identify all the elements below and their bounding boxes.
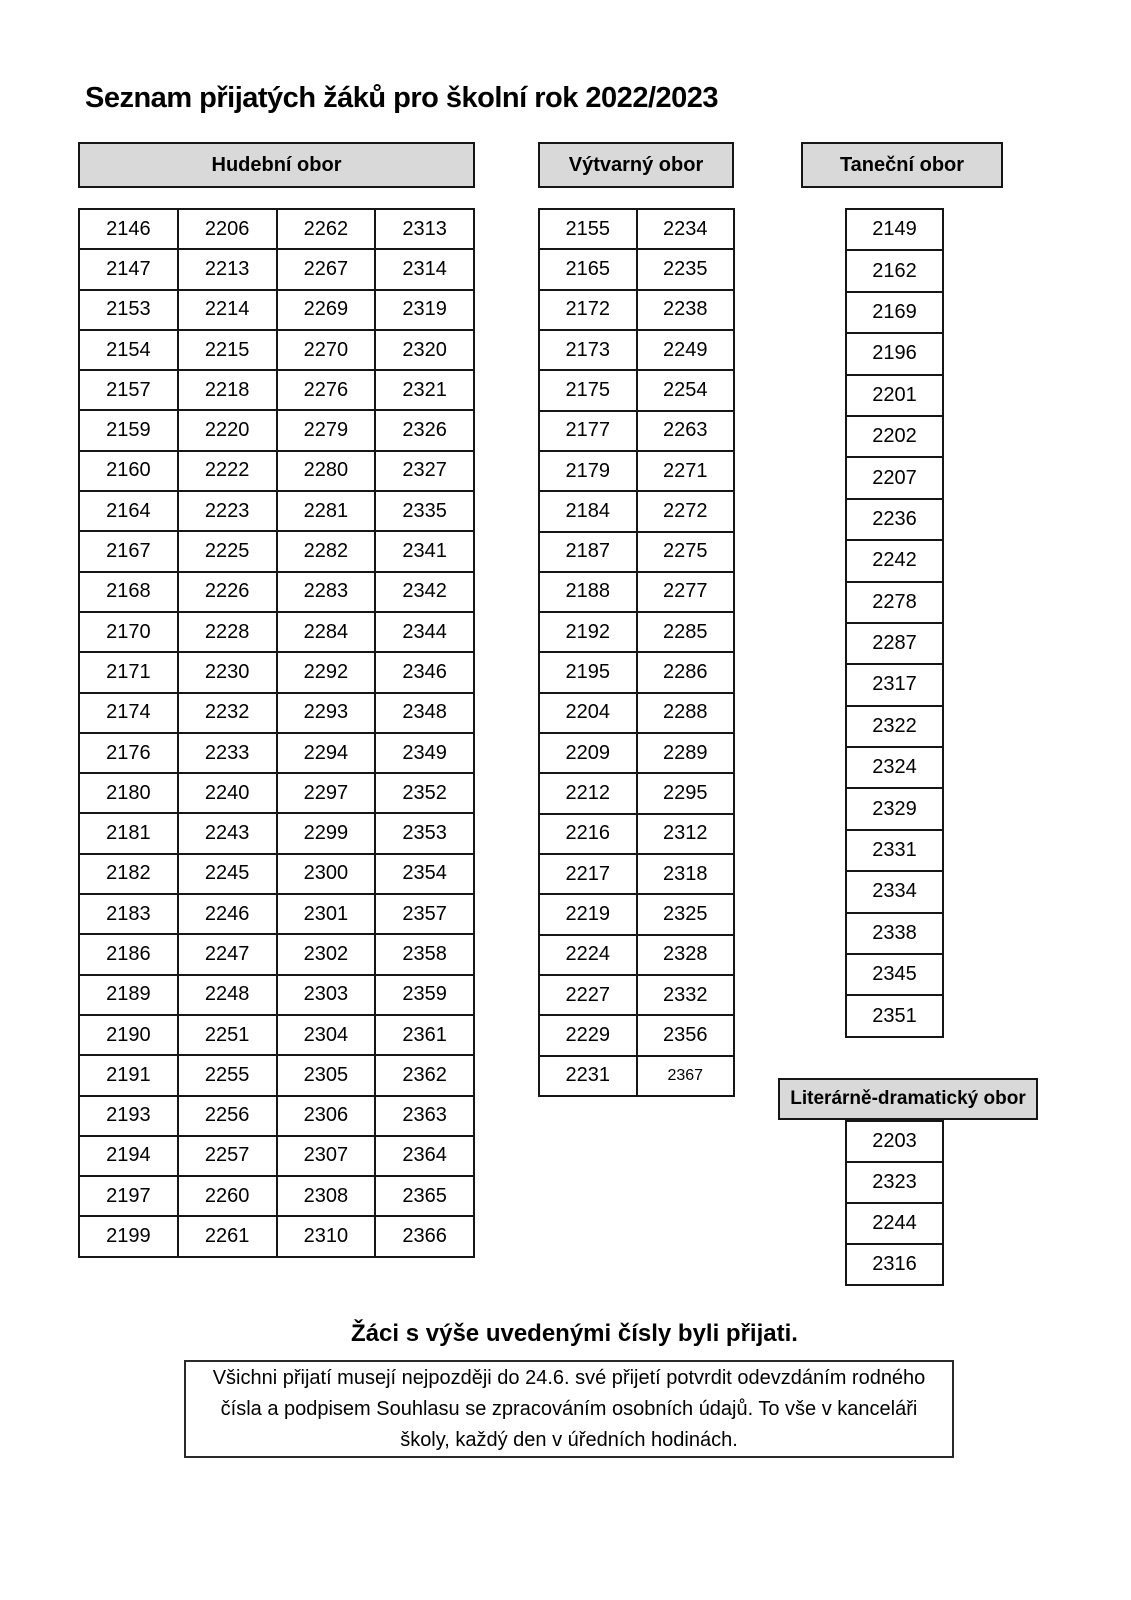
student-number-cell: 2263 bbox=[637, 411, 735, 451]
table-row bbox=[79, 693, 474, 733]
student-number-cell: 2279 bbox=[277, 410, 376, 450]
student-number-cell: 2187 bbox=[539, 532, 637, 572]
student-number-cell: 2183 bbox=[79, 894, 178, 934]
student-number-cell: 2289 bbox=[637, 733, 735, 773]
table-row bbox=[846, 1203, 943, 1244]
student-number-cell: 2363 bbox=[375, 1096, 474, 1136]
student-number-cell: 2186 bbox=[79, 934, 178, 974]
student-number-cell: 2222 bbox=[178, 451, 277, 491]
student-number-cell: 2288 bbox=[637, 693, 735, 733]
table-vytvarny-obor bbox=[538, 208, 735, 1097]
student-number-cell: 2218 bbox=[178, 370, 277, 410]
student-number-cell: 2149 bbox=[846, 209, 943, 250]
student-number-cell: 2361 bbox=[375, 1015, 474, 1055]
table-row bbox=[846, 954, 943, 995]
student-number-cell: 2159 bbox=[79, 410, 178, 450]
student-number-cell: 2302 bbox=[277, 934, 376, 974]
table-literarne-dramaticky-obor bbox=[845, 1120, 944, 1286]
student-number-cell: 2244 bbox=[846, 1203, 943, 1244]
student-number-cell: 2345 bbox=[846, 954, 943, 995]
table-row bbox=[79, 1216, 474, 1257]
table-row bbox=[846, 747, 943, 788]
student-number-cell: 2146 bbox=[79, 209, 178, 249]
table-row bbox=[539, 1015, 734, 1055]
table-row bbox=[539, 532, 734, 572]
student-number-cell: 2367 bbox=[637, 1056, 735, 1096]
table-row bbox=[539, 894, 734, 934]
student-number-cell: 2199 bbox=[79, 1216, 178, 1257]
table-row bbox=[539, 451, 734, 491]
table-row bbox=[79, 975, 474, 1015]
student-number-cell: 2194 bbox=[79, 1136, 178, 1176]
section-header-literarne-dramaticky-obor: Literárně-dramatický obor bbox=[778, 1078, 1038, 1120]
table-row bbox=[79, 773, 474, 813]
student-number-cell: 2179 bbox=[539, 451, 637, 491]
table-row bbox=[79, 1136, 474, 1176]
student-number-cell: 2316 bbox=[846, 1244, 943, 1285]
student-number-cell: 2331 bbox=[846, 830, 943, 871]
student-number-cell: 2299 bbox=[277, 813, 376, 853]
student-number-cell: 2329 bbox=[846, 788, 943, 829]
student-number-cell: 2314 bbox=[375, 249, 474, 289]
student-number-cell: 2180 bbox=[79, 773, 178, 813]
student-number-cell: 2147 bbox=[79, 249, 178, 289]
table-row bbox=[846, 209, 943, 250]
student-number-cell: 2193 bbox=[79, 1096, 178, 1136]
student-number-cell: 2354 bbox=[375, 854, 474, 894]
table-row bbox=[539, 1056, 734, 1096]
table-row bbox=[539, 209, 734, 249]
student-number-cell: 2304 bbox=[277, 1015, 376, 1055]
table-row bbox=[539, 975, 734, 1015]
student-number-cell: 2297 bbox=[277, 773, 376, 813]
student-number-cell: 2231 bbox=[539, 1056, 637, 1096]
student-number-cell: 2313 bbox=[375, 209, 474, 249]
student-number-cell: 2230 bbox=[178, 652, 277, 692]
student-number-cell: 2366 bbox=[375, 1216, 474, 1257]
student-number-cell: 2251 bbox=[178, 1015, 277, 1055]
student-number-cell: 2206 bbox=[178, 209, 277, 249]
student-number-cell: 2215 bbox=[178, 330, 277, 370]
student-number-cell: 2260 bbox=[178, 1176, 277, 1216]
student-number-cell: 2182 bbox=[79, 854, 178, 894]
table-row bbox=[539, 814, 734, 854]
student-number-cell: 2326 bbox=[375, 410, 474, 450]
student-number-cell: 2234 bbox=[637, 209, 735, 249]
student-number-cell: 2188 bbox=[539, 572, 637, 612]
student-number-cell: 2359 bbox=[375, 975, 474, 1015]
table-row bbox=[846, 788, 943, 829]
accepted-note: Žáci s výše uvedenými čísly byli přijati. bbox=[351, 1320, 798, 1347]
student-number-cell: 2357 bbox=[375, 894, 474, 934]
student-number-cell: 2262 bbox=[277, 209, 376, 249]
student-number-cell: 2226 bbox=[178, 572, 277, 612]
student-number-cell: 2365 bbox=[375, 1176, 474, 1216]
student-number-cell: 2282 bbox=[277, 531, 376, 571]
section-header-tanecni-obor: Taneční obor bbox=[801, 142, 1003, 188]
student-number-cell: 2177 bbox=[539, 411, 637, 451]
student-number-cell: 2349 bbox=[375, 733, 474, 773]
table-row bbox=[79, 290, 474, 330]
student-number-cell: 2294 bbox=[277, 733, 376, 773]
table-row bbox=[846, 706, 943, 747]
student-number-cell: 2235 bbox=[637, 249, 735, 289]
student-number-cell: 2220 bbox=[178, 410, 277, 450]
table-row bbox=[539, 935, 734, 975]
table-row bbox=[79, 531, 474, 571]
student-number-cell: 2254 bbox=[637, 370, 735, 410]
student-number-cell: 2306 bbox=[277, 1096, 376, 1136]
table-row bbox=[79, 813, 474, 853]
student-number-cell: 2307 bbox=[277, 1136, 376, 1176]
student-number-cell: 2229 bbox=[539, 1015, 637, 1055]
student-number-cell: 2256 bbox=[178, 1096, 277, 1136]
student-number-cell: 2219 bbox=[539, 894, 637, 934]
student-number-cell: 2170 bbox=[79, 612, 178, 652]
table-row bbox=[539, 370, 734, 410]
student-number-cell: 2310 bbox=[277, 1216, 376, 1257]
table-row bbox=[79, 894, 474, 934]
student-number-cell: 2364 bbox=[375, 1136, 474, 1176]
student-number-cell: 2324 bbox=[846, 747, 943, 788]
table-row bbox=[79, 572, 474, 612]
table-row bbox=[79, 410, 474, 450]
student-number-cell: 2214 bbox=[178, 290, 277, 330]
student-number-cell: 2201 bbox=[846, 375, 943, 416]
student-number-cell: 2327 bbox=[375, 451, 474, 491]
student-number-cell: 2284 bbox=[277, 612, 376, 652]
student-number-cell: 2292 bbox=[277, 652, 376, 692]
student-number-cell: 2351 bbox=[846, 995, 943, 1037]
student-number-cell: 2344 bbox=[375, 612, 474, 652]
student-number-cell: 2341 bbox=[375, 531, 474, 571]
table-row bbox=[539, 249, 734, 289]
student-number-cell: 2203 bbox=[846, 1121, 943, 1162]
table-row bbox=[846, 995, 943, 1037]
student-number-cell: 2181 bbox=[79, 813, 178, 853]
student-number-cell: 2338 bbox=[846, 913, 943, 954]
student-number-cell: 2346 bbox=[375, 652, 474, 692]
student-number-cell: 2286 bbox=[637, 652, 735, 692]
student-number-cell: 2335 bbox=[375, 491, 474, 531]
student-number-cell: 2164 bbox=[79, 491, 178, 531]
student-number-cell: 2246 bbox=[178, 894, 277, 934]
section-header-vytvarny-obor: Výtvarný obor bbox=[538, 142, 734, 188]
student-number-cell: 2223 bbox=[178, 491, 277, 531]
student-number-cell: 2209 bbox=[539, 733, 637, 773]
table-row bbox=[79, 1096, 474, 1136]
student-number-cell: 2257 bbox=[178, 1136, 277, 1176]
table-row bbox=[79, 1015, 474, 1055]
table-hudebni-obor bbox=[78, 208, 475, 1258]
student-number-cell: 2334 bbox=[846, 871, 943, 912]
student-number-cell: 2240 bbox=[178, 773, 277, 813]
student-number-cell: 2271 bbox=[637, 451, 735, 491]
table-row bbox=[79, 1055, 474, 1095]
student-number-cell: 2189 bbox=[79, 975, 178, 1015]
student-number-cell: 2320 bbox=[375, 330, 474, 370]
page-title: Seznam přijatých žáků pro školní rok 2022/2023 bbox=[85, 82, 719, 114]
student-number-cell: 2269 bbox=[277, 290, 376, 330]
student-number-cell: 2283 bbox=[277, 572, 376, 612]
student-number-cell: 2277 bbox=[637, 572, 735, 612]
student-number-cell: 2243 bbox=[178, 813, 277, 853]
student-number-cell: 2281 bbox=[277, 491, 376, 531]
table-row bbox=[846, 913, 943, 954]
table-row bbox=[79, 652, 474, 692]
student-number-cell: 2213 bbox=[178, 249, 277, 289]
table-row bbox=[846, 540, 943, 581]
student-number-cell: 2165 bbox=[539, 249, 637, 289]
student-number-cell: 2317 bbox=[846, 664, 943, 705]
student-number-cell: 2287 bbox=[846, 623, 943, 664]
student-number-cell: 2342 bbox=[375, 572, 474, 612]
student-number-cell: 2285 bbox=[637, 612, 735, 652]
student-number-cell: 2325 bbox=[637, 894, 735, 934]
table-row bbox=[539, 773, 734, 813]
student-number-cell: 2248 bbox=[178, 975, 277, 1015]
table-row bbox=[79, 491, 474, 531]
table-row bbox=[79, 1176, 474, 1216]
student-number-cell: 2176 bbox=[79, 733, 178, 773]
student-number-cell: 2192 bbox=[539, 612, 637, 652]
student-number-cell: 2247 bbox=[178, 934, 277, 974]
student-number-cell: 2305 bbox=[277, 1055, 376, 1095]
table-row bbox=[846, 623, 943, 664]
table-row bbox=[79, 370, 474, 410]
student-number-cell: 2348 bbox=[375, 693, 474, 733]
student-number-cell: 2160 bbox=[79, 451, 178, 491]
student-number-cell: 2202 bbox=[846, 416, 943, 457]
student-number-cell: 2157 bbox=[79, 370, 178, 410]
student-number-cell: 2272 bbox=[637, 491, 735, 531]
student-number-cell: 2245 bbox=[178, 854, 277, 894]
student-number-cell: 2276 bbox=[277, 370, 376, 410]
student-number-cell: 2303 bbox=[277, 975, 376, 1015]
student-number-cell: 2238 bbox=[637, 290, 735, 330]
table-row bbox=[846, 250, 943, 291]
table-row bbox=[846, 333, 943, 374]
table-row bbox=[79, 612, 474, 652]
student-number-cell: 2295 bbox=[637, 773, 735, 813]
student-number-cell: 2225 bbox=[178, 531, 277, 571]
table-row bbox=[539, 612, 734, 652]
student-number-cell: 2353 bbox=[375, 813, 474, 853]
student-number-cell: 2332 bbox=[637, 975, 735, 1015]
student-number-cell: 2242 bbox=[846, 540, 943, 581]
table-row bbox=[539, 693, 734, 733]
table-row bbox=[539, 652, 734, 692]
student-number-cell: 2154 bbox=[79, 330, 178, 370]
table-row bbox=[79, 854, 474, 894]
table-row bbox=[846, 871, 943, 912]
student-number-cell: 2153 bbox=[79, 290, 178, 330]
student-number-cell: 2328 bbox=[637, 935, 735, 975]
student-number-cell: 2227 bbox=[539, 975, 637, 1015]
table-row bbox=[539, 330, 734, 370]
student-number-cell: 2278 bbox=[846, 582, 943, 623]
table-row bbox=[846, 1162, 943, 1203]
student-number-cell: 2255 bbox=[178, 1055, 277, 1095]
student-number-cell: 2293 bbox=[277, 693, 376, 733]
student-number-cell: 2167 bbox=[79, 531, 178, 571]
student-number-cell: 2190 bbox=[79, 1015, 178, 1055]
student-number-cell: 2321 bbox=[375, 370, 474, 410]
student-number-cell: 2184 bbox=[539, 491, 637, 531]
table-row bbox=[539, 733, 734, 773]
student-number-cell: 2249 bbox=[637, 330, 735, 370]
student-number-cell: 2322 bbox=[846, 706, 943, 747]
student-number-cell: 2168 bbox=[79, 572, 178, 612]
table-row bbox=[846, 664, 943, 705]
student-number-cell: 2171 bbox=[79, 652, 178, 692]
student-number-cell: 2196 bbox=[846, 333, 943, 374]
table-row bbox=[539, 572, 734, 612]
student-number-cell: 2301 bbox=[277, 894, 376, 934]
student-number-cell: 2318 bbox=[637, 854, 735, 894]
student-number-cell: 2204 bbox=[539, 693, 637, 733]
student-number-cell: 2174 bbox=[79, 693, 178, 733]
table-row bbox=[79, 451, 474, 491]
table-row bbox=[846, 375, 943, 416]
student-number-cell: 2356 bbox=[637, 1015, 735, 1055]
info-box bbox=[184, 1360, 954, 1458]
student-number-cell: 2319 bbox=[375, 290, 474, 330]
student-number-cell: 2155 bbox=[539, 209, 637, 249]
student-number-cell: 2195 bbox=[539, 652, 637, 692]
student-number-cell: 2275 bbox=[637, 532, 735, 572]
student-number-cell: 2362 bbox=[375, 1055, 474, 1095]
table-row bbox=[79, 934, 474, 974]
student-number-cell: 2308 bbox=[277, 1176, 376, 1216]
table-row bbox=[846, 416, 943, 457]
student-number-cell: 2175 bbox=[539, 370, 637, 410]
student-number-cell: 2312 bbox=[637, 814, 735, 854]
table-row bbox=[539, 411, 734, 451]
table-row bbox=[539, 290, 734, 330]
student-number-cell: 2169 bbox=[846, 292, 943, 333]
table-row bbox=[846, 457, 943, 498]
student-number-cell: 2162 bbox=[846, 250, 943, 291]
table-row bbox=[79, 209, 474, 249]
student-number-cell: 2261 bbox=[178, 1216, 277, 1257]
table-row bbox=[846, 1244, 943, 1285]
student-number-cell: 2228 bbox=[178, 612, 277, 652]
student-number-cell: 2207 bbox=[846, 457, 943, 498]
table-row bbox=[79, 330, 474, 370]
student-number-cell: 2172 bbox=[539, 290, 637, 330]
student-number-cell: 2232 bbox=[178, 693, 277, 733]
table-row bbox=[79, 733, 474, 773]
student-number-cell: 2233 bbox=[178, 733, 277, 773]
student-number-cell: 2191 bbox=[79, 1055, 178, 1095]
table-row bbox=[846, 1121, 943, 1162]
student-number-cell: 2323 bbox=[846, 1162, 943, 1203]
table-row bbox=[79, 249, 474, 289]
student-number-cell: 2216 bbox=[539, 814, 637, 854]
section-header-hudebni-obor: Hudební obor bbox=[78, 142, 475, 188]
student-number-cell: 2236 bbox=[846, 499, 943, 540]
table-row bbox=[846, 830, 943, 871]
student-number-cell: 2173 bbox=[539, 330, 637, 370]
student-number-cell: 2267 bbox=[277, 249, 376, 289]
student-number-cell: 2224 bbox=[539, 935, 637, 975]
table-row bbox=[539, 854, 734, 894]
student-number-cell: 2197 bbox=[79, 1176, 178, 1216]
table-tanecni-obor bbox=[845, 208, 944, 1038]
student-number-cell: 2270 bbox=[277, 330, 376, 370]
student-number-cell: 2280 bbox=[277, 451, 376, 491]
student-number-cell: 2212 bbox=[539, 773, 637, 813]
table-row bbox=[846, 499, 943, 540]
student-number-cell: 2300 bbox=[277, 854, 376, 894]
student-number-cell: 2358 bbox=[375, 934, 474, 974]
info-box-text: Všichni přijatí musejí nejpozději do 24.6. své přijetí potvrdit odevzdáním rodného čísla a podpisem Souhlasu se zpracováním osobních údajů. To vše v kanceláři školy, každý den v úředních hodinách. bbox=[212, 1366, 926, 1451]
student-number-cell: 2217 bbox=[539, 854, 637, 894]
table-row bbox=[846, 292, 943, 333]
table-row bbox=[846, 582, 943, 623]
student-number-cell: 2352 bbox=[375, 773, 474, 813]
table-row bbox=[539, 491, 734, 531]
